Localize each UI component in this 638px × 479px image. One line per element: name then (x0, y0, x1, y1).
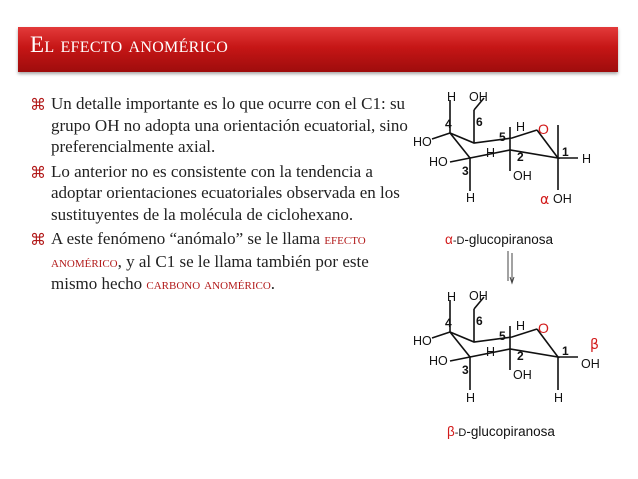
alpha-carbon-6: 6 (476, 115, 483, 129)
beta-caption: β-D-glucopiranosa (447, 424, 555, 439)
beta-ring-oxygen: O (538, 320, 549, 336)
alpha-carbon-4: 4 (445, 117, 452, 131)
term-carbono-anomerico: carbono anomérico (146, 276, 271, 293)
alpha-label-oh: OH (469, 90, 488, 104)
bullet-text-3a: A este fenómeno “anómalo” se le llama (51, 229, 325, 248)
bullet-text-1: Un detalle importante es lo que ocurre con el C1: su grupo OH no adopta una orientación ecuatorial, sino preferencialmente axial. (51, 94, 408, 156)
beta-label-h: H (486, 345, 496, 359)
bullet-text-3c: . (270, 274, 276, 293)
alpha-carbon-3: 3 (462, 164, 469, 178)
beta-carbon-2: 2 (517, 349, 524, 363)
alpha-label-h: H (486, 146, 496, 160)
beta-label-h: H (466, 391, 476, 405)
alpha-label-ho: HO (413, 135, 432, 149)
beta-label-oh: OH (581, 357, 600, 371)
beta-anomer-symbol: β (590, 337, 599, 353)
alpha-caption: α-D-glucopiranosa (445, 232, 553, 247)
slide-title: El efecto anomérico (30, 32, 229, 57)
bullet-item-3 (30, 228, 408, 296)
beta-carbon-3: 3 (462, 363, 469, 377)
alpha-anomer-symbol: α (540, 192, 550, 208)
alpha-label-oh: OH (513, 169, 532, 183)
bullet-item-2 (30, 161, 408, 226)
beta-carbon-4: 4 (445, 316, 452, 330)
beta-label-oh: OH (469, 289, 488, 303)
alpha-carbon-1: 1 (562, 145, 569, 159)
term-efecto-anomerico: efecto anomérico (51, 231, 366, 271)
alpha-label-oh: OH (553, 192, 572, 206)
alpha-ring-oxygen: O (538, 121, 549, 137)
beta-carbon-1: 1 (562, 344, 569, 358)
bullet-list (30, 93, 408, 299)
alpha-label-ho: HO (429, 155, 448, 169)
title-bar (18, 27, 618, 72)
command-key-icon: ⌘ (30, 162, 46, 182)
alpha-label-h: H (516, 120, 526, 134)
beta-carbon-5: 5 (499, 329, 506, 343)
alpha-glucopyranose-structure (410, 86, 610, 216)
beta-label-ho: HO (413, 334, 432, 348)
beta-label-ho: HO (429, 354, 448, 368)
command-key-icon: ⌘ (30, 230, 46, 249)
beta-carbon-6: 6 (476, 314, 483, 328)
beta-label-oh: OH (513, 368, 532, 382)
alpha-carbon-2: 2 (517, 150, 524, 164)
beta-label-h: H (516, 319, 526, 333)
alpha-label-h: H (466, 191, 476, 205)
alpha-label-h: H (582, 152, 592, 166)
alpha-carbon-5: 5 (499, 130, 506, 144)
equilibrium-arrows-icon (503, 249, 517, 285)
beta-label-h: H (447, 290, 457, 304)
beta-label-h: H (554, 391, 564, 405)
bullet-item-1 (30, 93, 408, 158)
bullet-text-2: Lo anterior no es consistente con la tendencia a adoptar orientaciones ecuatoriales observada en los sustituyentes de la molécula de ciclohexano. (51, 161, 400, 224)
command-key-icon: ⌘ (30, 95, 46, 114)
beta-glucopyranose-structure (410, 286, 610, 410)
alpha-label-h: H (447, 90, 457, 104)
bullet-text-3b: , y al C1 se le llama también por este mismo hecho (51, 251, 369, 293)
